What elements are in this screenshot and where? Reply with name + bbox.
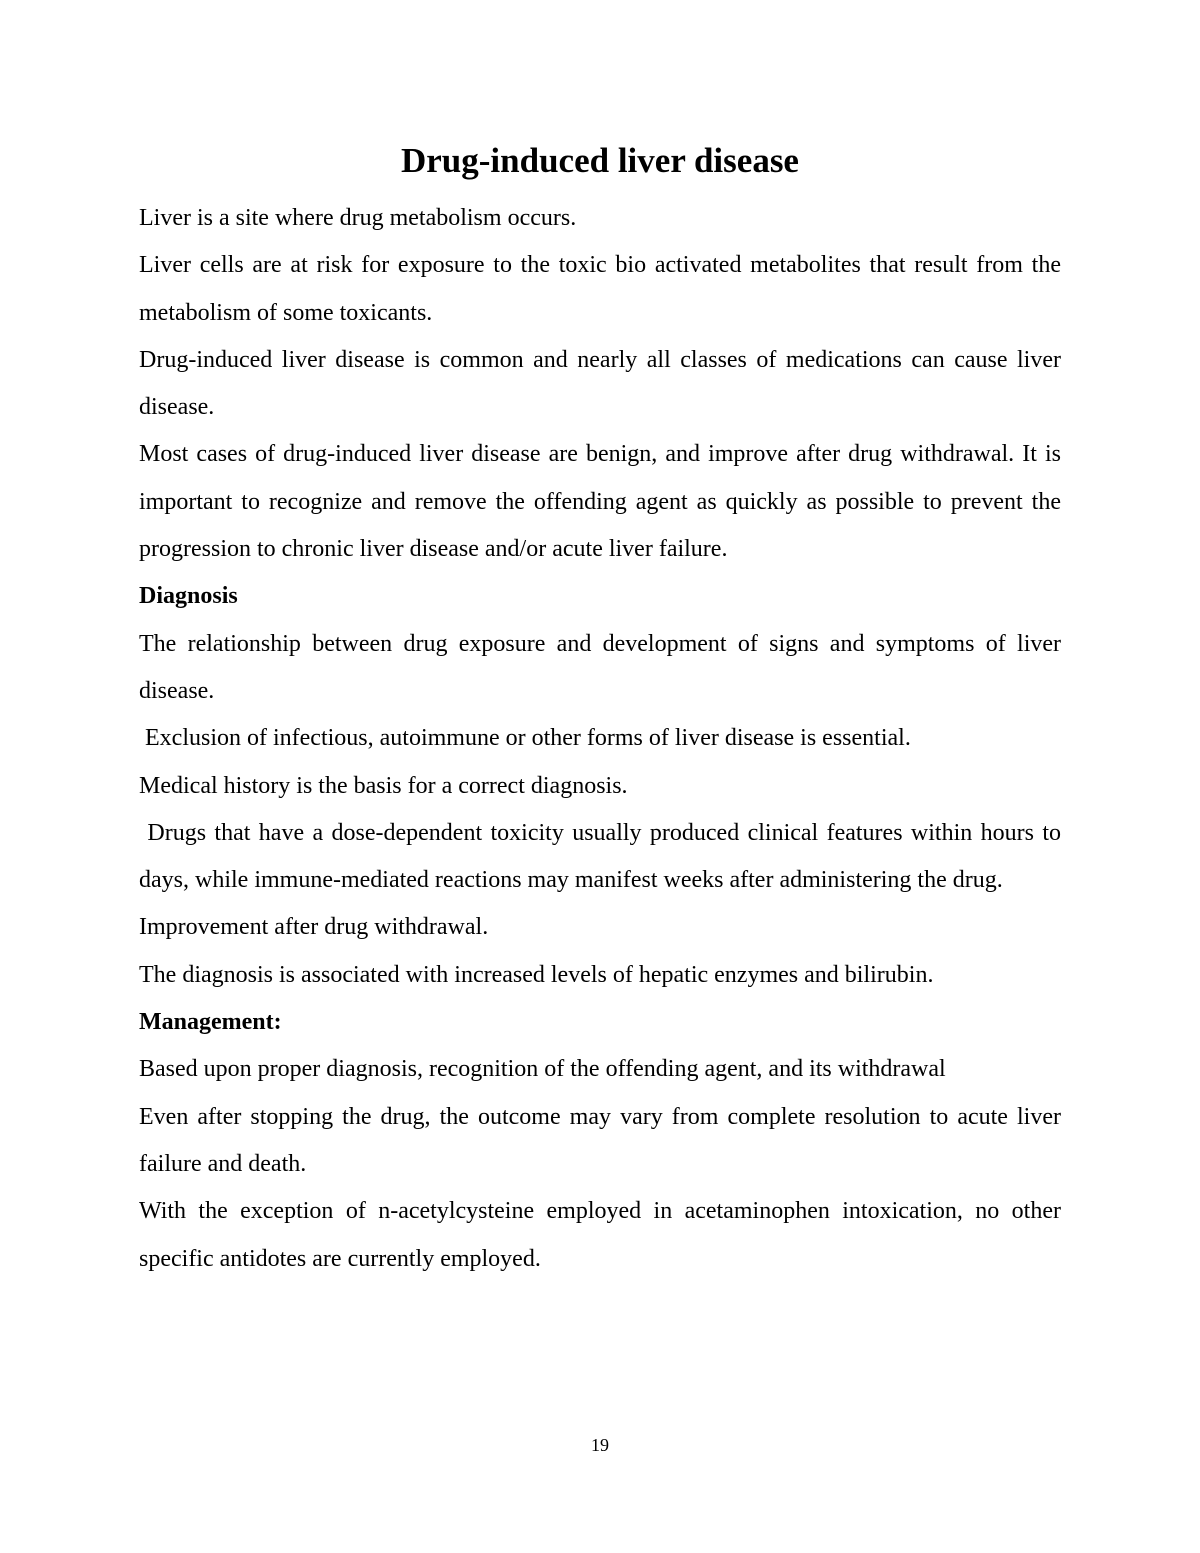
document-title: Drug-induced liver disease xyxy=(401,141,799,180)
diagnosis-paragraph: The diagnosis is associated with increased levels of hepatic enzymes and bilirubin. xyxy=(139,961,934,988)
paragraph-common-disease: Drug-induced liver disease is common and nearly all classes of medications can cause liver disease. xyxy=(139,346,1061,421)
diagnosis-paragraph: The relationship between drug exposure and development of signs and symptoms of liver disease. xyxy=(139,630,1061,704)
diagnosis-paragraph: Improvement after drug withdrawal. xyxy=(139,914,489,941)
paragraph-liver-metabolism: Liver is a site where drug metabolism occurs. xyxy=(139,205,577,231)
management-paragraph: Based upon proper diagnosis, recognition of the offending agent, and its withdrawal xyxy=(139,1056,946,1083)
document-body xyxy=(139,195,1068,1283)
diagnosis-heading: Diagnosis xyxy=(139,583,238,610)
diagnosis-paragraph: Drugs that have a dose-dependent toxicity usually produced clinical features within hours to days, while immune-mediated reactions may manifest weeks after administering the drug. xyxy=(139,819,1068,894)
paragraph-benign-cases: Most cases of drug-induced liver disease are benign, and improve after drug withdrawal. It is important to recognize and remove the offending agent as quickly as possible to prevent the progression to chronic liver disease and/or acute liver failure. xyxy=(139,441,1061,563)
page-number: 19 xyxy=(591,1435,609,1455)
management-heading: Management: xyxy=(139,1009,282,1036)
management-paragraph: With the exception of n-acetylcysteine employed in acetaminophen intoxication, no other specific antidotes are currently employed. xyxy=(139,1198,1061,1272)
paragraph-liver-cells-risk: Liver cells are at risk for exposure to the toxic bio activated metabolites that result from the metabolism of some toxicants. xyxy=(139,252,1061,326)
diagnosis-paragraph: Exclusion of infectious, autoimmune or other forms of liver disease is essential. xyxy=(139,725,911,752)
diagnosis-paragraph: Medical history is the basis for a correct diagnosis. xyxy=(139,772,628,799)
management-paragraph: Even after stopping the drug, the outcome may vary from complete resolution to acute liver failure and death. xyxy=(139,1103,1061,1177)
